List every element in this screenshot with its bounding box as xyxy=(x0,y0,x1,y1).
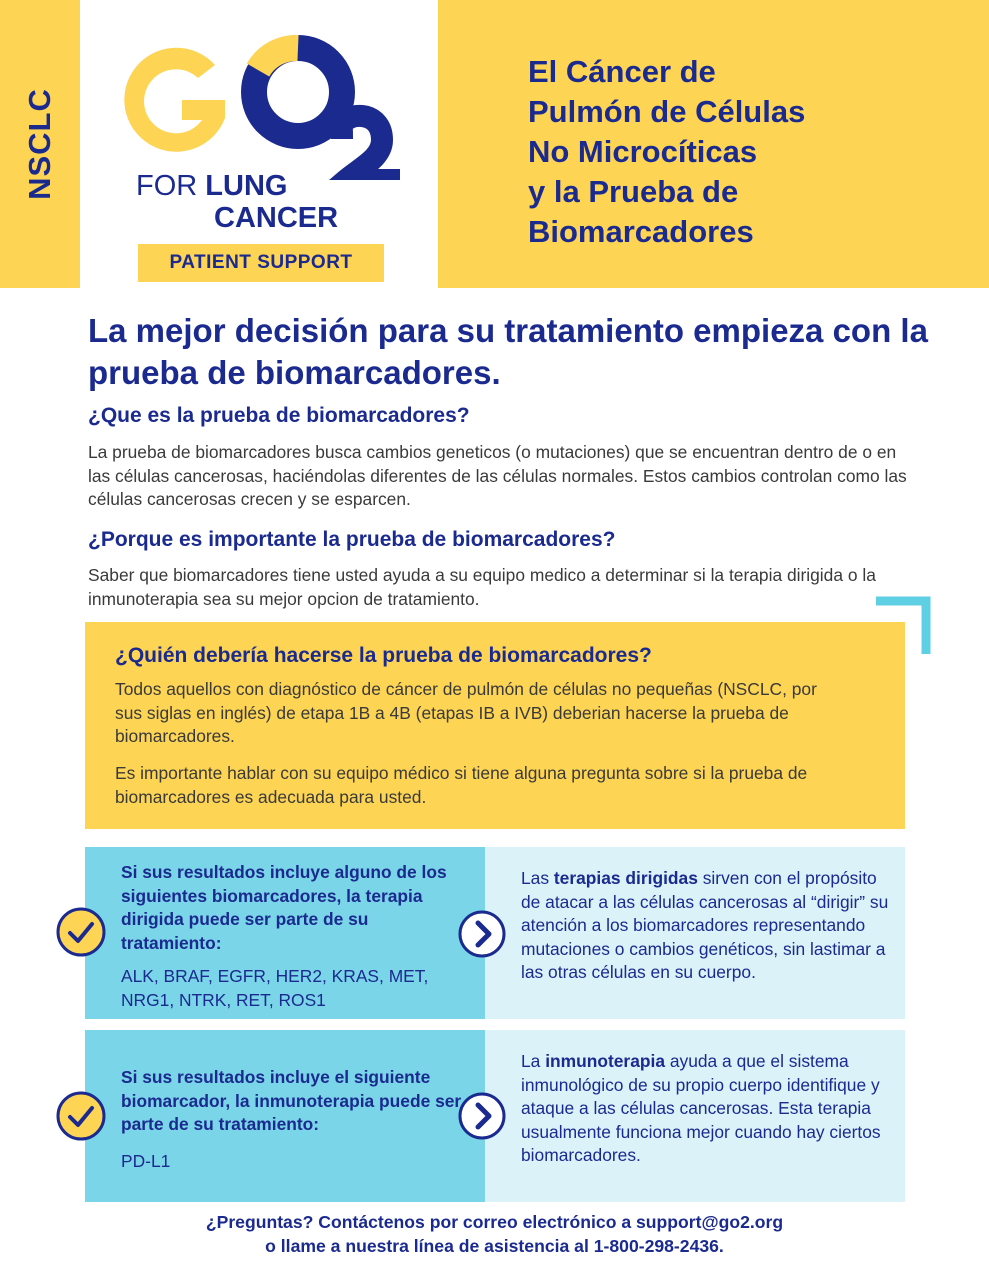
immunotherapy-description xyxy=(485,1030,905,1202)
immuno-desc-bold: inmunoterapia xyxy=(545,1051,666,1071)
document-title xyxy=(528,52,968,252)
check-circle-icon xyxy=(55,906,107,958)
targeted-desc-post: sirven con el propósito de atacar a las células cancerosas al “dirigir” su atención a los biomarcadores representando mutaciones o cambios genéticos, sin lastimar a las otras células en su cuerpo. xyxy=(521,868,889,982)
immuno-desc-pre: La xyxy=(521,1051,546,1071)
immuno-lead-text: Si sus resultados incluye el siguiente biomarcador, la inmunoterapia puede ser parte de su tratamiento: xyxy=(121,1067,462,1134)
section-what-heading: ¿Que es la prueba de biomarcadores? xyxy=(88,404,470,427)
logo-for-lung xyxy=(136,170,287,203)
who-text-2: Es importante hablar con su equipo médico si tiene alguna pregunta sobre si la prueba de biomarcadores es adecuada para usted. xyxy=(115,763,808,807)
contact-line-phone: o llame a nuestra línea de asistencia al 1-800-298-2436. xyxy=(265,1236,724,1256)
targeted-desc-bold: terapias dirigidas xyxy=(553,868,698,888)
who-heading: ¿Quién debería hacerse la prueba de biomarcadores? xyxy=(115,644,652,667)
title-line: El Cáncer de xyxy=(528,54,716,89)
logo-lung-text: LUNG xyxy=(205,170,288,202)
who-should-test-box xyxy=(85,622,905,829)
title-line: Pulmón de Células xyxy=(528,94,806,129)
title-line: No Microcíticas xyxy=(528,134,758,169)
immuno-biomarker-list: PD-L1 xyxy=(121,1151,171,1171)
contact-footer xyxy=(0,1210,989,1258)
contact-line-email: ¿Preguntas? Contáctenos por correo electrónico a support@go2.org xyxy=(205,1212,784,1232)
targeted-therapy-description xyxy=(485,847,905,1019)
targeted-therapy-criteria xyxy=(85,847,485,1019)
chevron-right-icon xyxy=(456,1090,508,1142)
logo-for-text: FOR xyxy=(136,170,198,202)
targeted-lead-text: Si sus resultados incluye alguno de los siguientes biomarcadores, la terapia dirigida puede ser parte de su tratamiento: xyxy=(121,862,447,953)
chevron-right-icon xyxy=(456,908,508,960)
who-text-1: Todos aquellos con diagnóstico de cáncer de pulmón de células no pequeñas (NSCLC, por sus siglas en inglés) de etapa 1B a 4B (etapas IB a IVB) deberian hacerse la prueba de biomarcadores. xyxy=(115,679,817,746)
title-panel xyxy=(438,0,989,288)
section-why-text: Saber que biomarcadores tiene usted ayuda a su equipo medico a determinar si la terapia dirigida o la inmunoterapia sea su mejor opcion de tratamiento. xyxy=(88,565,876,609)
immuno-desc-post: ayuda a que el sistema inmunológico de su propio cuerpo identifique y ataque a las células cancerosas. Esta terapia usualmente funciona mejor cuando hay ciertos biomarcadores. xyxy=(521,1051,881,1165)
section-what-text: La prueba de biomarcadores busca cambios geneticos (o mutaciones) que se encuentran dentro de o en las células cancerosas, haciéndolas diferentes de las células normales. Estos cambios controlan como las células cancerosas crecen y se esparcen. xyxy=(88,442,907,509)
targeted-desc-text xyxy=(521,867,891,985)
check-circle-icon xyxy=(55,1090,107,1142)
immuno-desc-text xyxy=(521,1050,891,1168)
side-tab xyxy=(0,0,80,288)
title-line: y la Prueba de xyxy=(528,174,739,209)
logo-cancer-text: CANCER xyxy=(214,202,339,234)
section-why-heading: ¿Porque es importante la prueba de biomarcadores? xyxy=(88,528,616,551)
targeted-desc-pre: Las xyxy=(521,868,554,888)
side-tab-label: NSCLC xyxy=(22,88,57,200)
targeted-biomarker-list: ALK, BRAF, EGFR, HER2, KRAS, MET, NRG1, NTRK, RET, ROS1 xyxy=(121,966,429,1010)
immunotherapy-criteria xyxy=(85,1030,485,1202)
main-headline: La mejor decisión para su tratamiento empieza con la prueba de biomarcadores. xyxy=(88,312,928,391)
patient-support-badge: PATIENT SUPPORT xyxy=(138,244,384,282)
title-line: Biomarcadores xyxy=(528,214,754,249)
logo xyxy=(80,0,438,288)
go2-logo-icon xyxy=(120,30,400,180)
